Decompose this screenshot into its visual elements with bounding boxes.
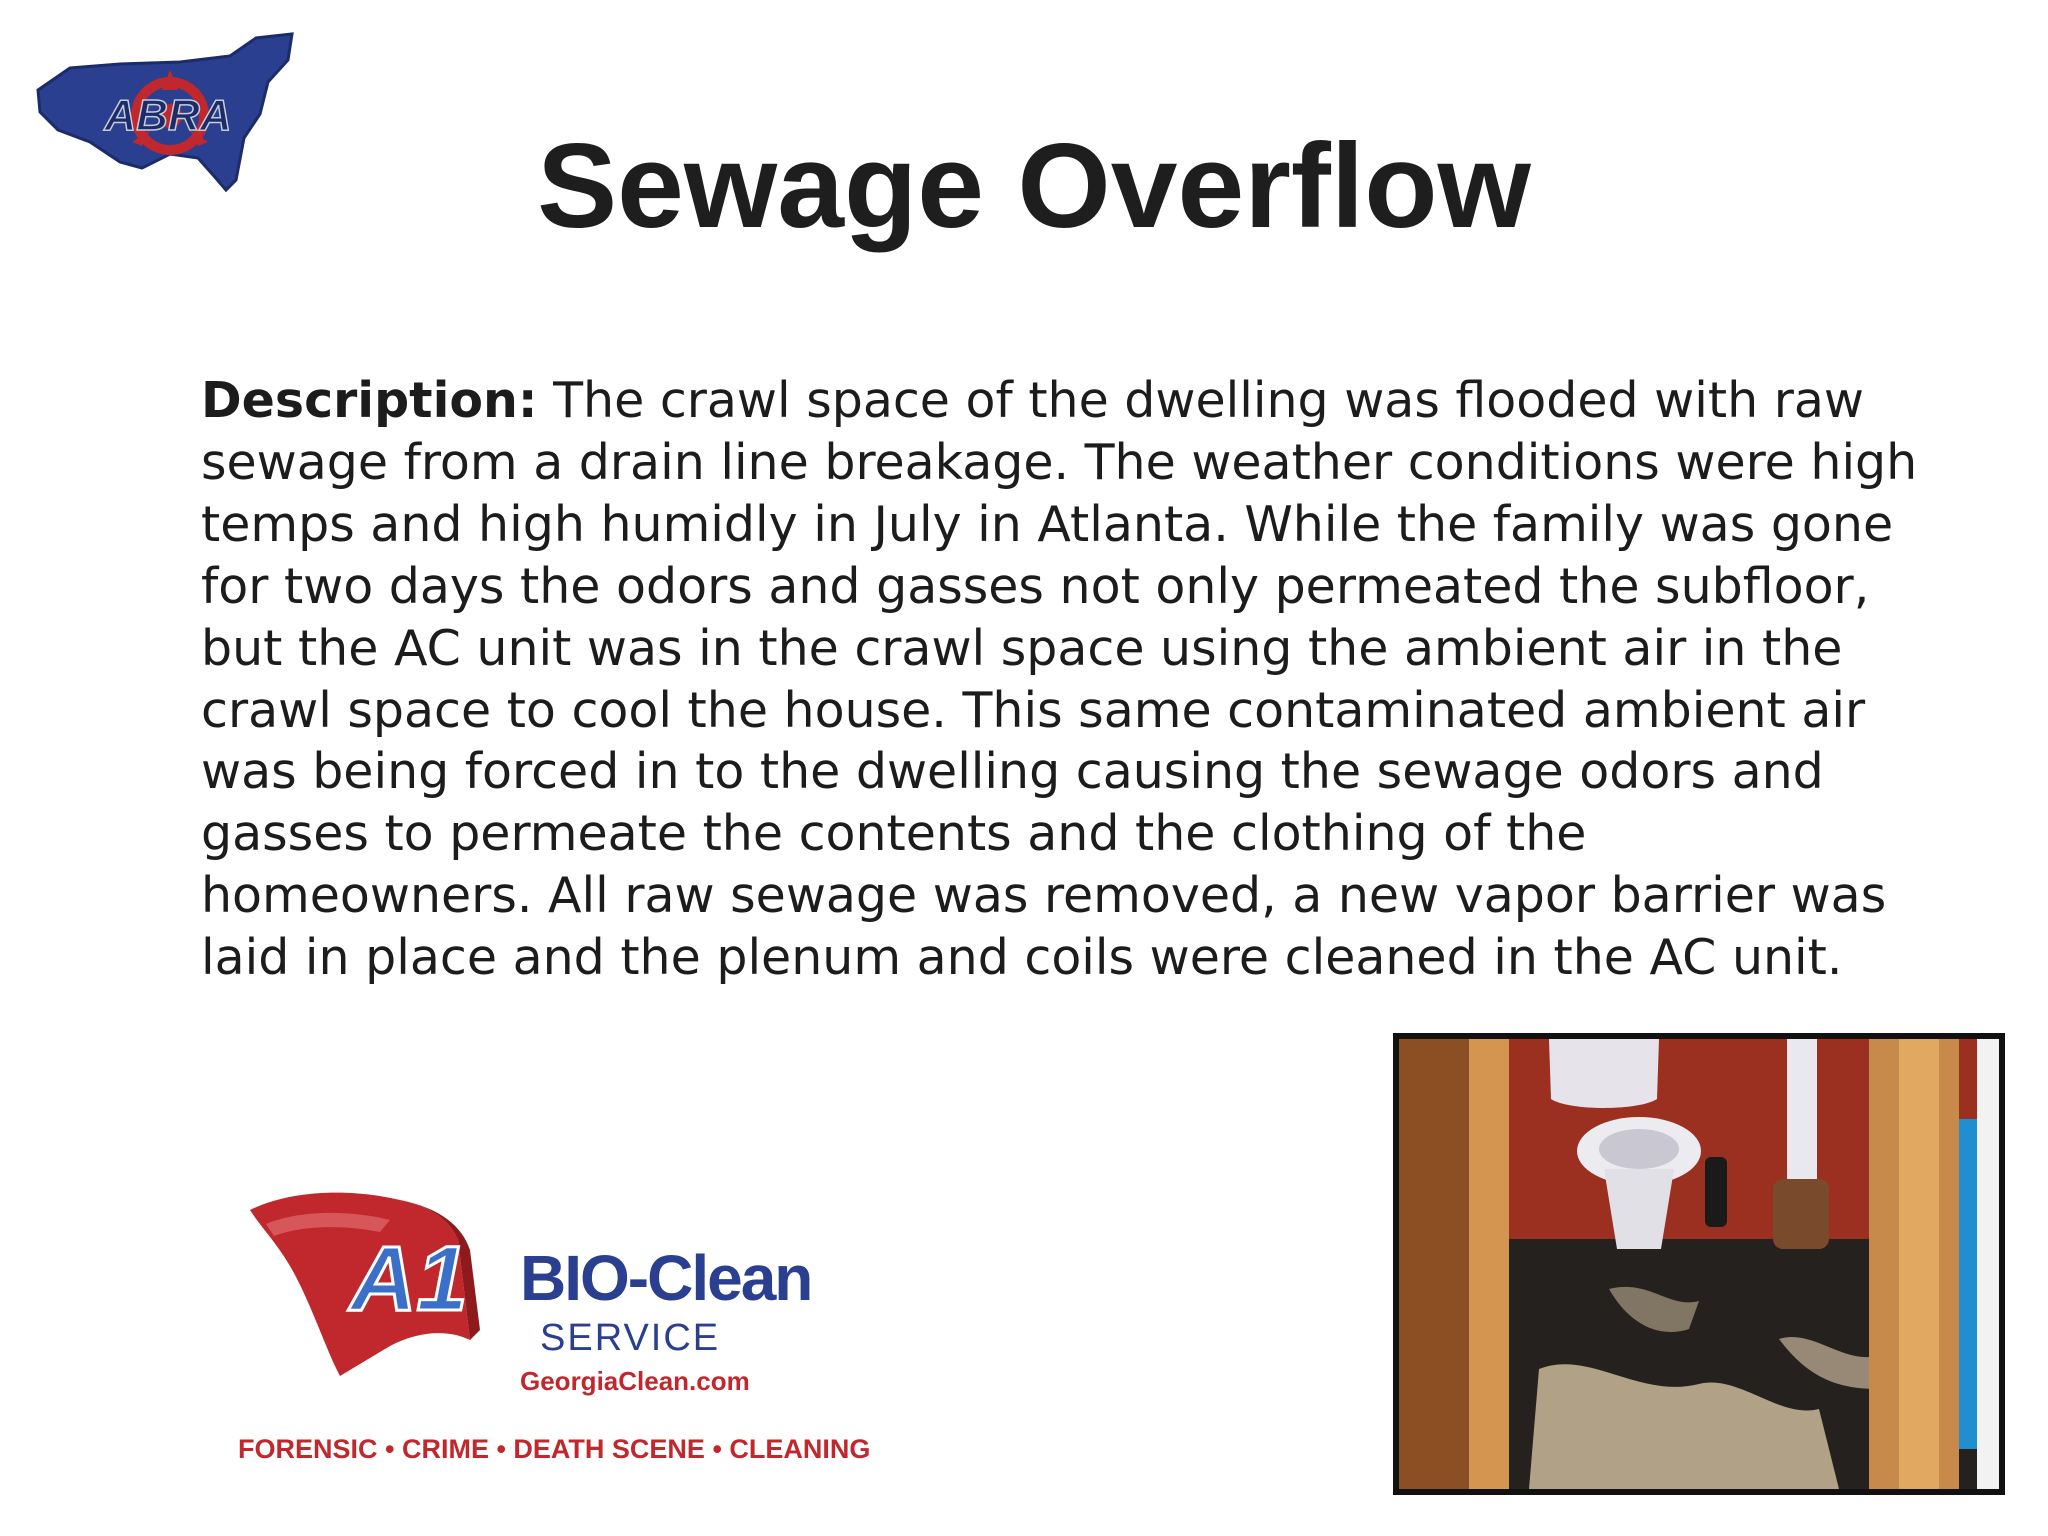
page-title: Sewage Overflow [537,119,1531,253]
description-label: Description: [201,372,538,429]
svg-text:FORENSIC • CRIME • DEATH SCENE: FORENSIC • CRIME • DEATH SCENE • CLEANING [238,1434,871,1464]
a1-logo-graphic [230,1180,910,1470]
svg-text:SERVICE: SERVICE [540,1317,721,1359]
bathroom-photo-image [1399,1039,1999,1489]
description-text: The crawl space of the dwelling was flooded with raw sewage from a drain line breakage. The weather conditions were high temps and high humidly in July in Atlanta. While the family was gone for two days the odors and gasses not only permeated the subfloor, but the AC unit was in the crawl space using the ambient air in the crawl space to cool the house. This same contaminated ambient air was being forced in to the dwelling causing the sewage odors and gasses to permeate the contents and the clothing of the homeowners. All raw sewage was removed, a new vapor barrier was laid in place and the plenum and coils were cleaned in the AC unit. [201,372,1918,987]
svg-text:ABRA: ABRA [104,91,232,140]
svg-text:GeorgiaClean.com: GeorgiaClean.com [520,1366,750,1396]
a1-bio-clean-logo [230,1180,910,1470]
svg-text:BIO-Clean: BIO-Clean [520,1242,812,1314]
description-paragraph [201,370,1921,989]
svg-text:A1: A1 [350,1228,468,1330]
sewage-bathroom-photo [1393,1033,2005,1495]
